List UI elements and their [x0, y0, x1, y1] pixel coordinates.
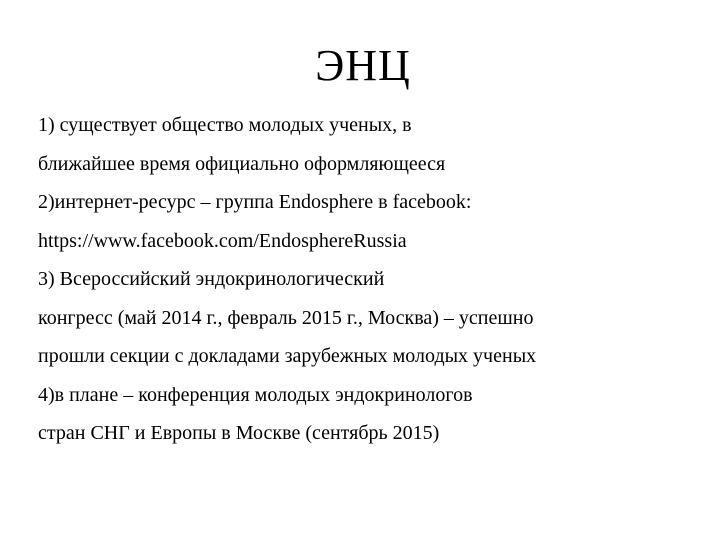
body-line-link: https://www.facebook.com/EndosphereRussia [38, 229, 407, 252]
body-line: ближайшее время официально оформляющееся [38, 152, 446, 175]
body-line: 3) Всероссийский эндокринологический [38, 268, 385, 290]
body-line: 4)в плане – конференция молодых эндокринологов [38, 383, 473, 406]
slide-title-text: ЭНЦ [315, 41, 411, 90]
slide-body [38, 106, 698, 453]
slide-title [0, 40, 720, 92]
body-line: 2)интернет-ресурс – группа Endosphere в facebook: [38, 191, 472, 213]
body-line: конгресс (май 2014 г., февраль 2015 г., Москва) – успешно [38, 306, 534, 329]
body-line: стран СНГ и Европы в Москве (сентябрь 2015) [38, 422, 440, 444]
body-line: 1) существует общество молодых ученых, в [38, 114, 412, 136]
body-line: прошли секции с докладами зарубежных молодых ученых [38, 345, 537, 367]
